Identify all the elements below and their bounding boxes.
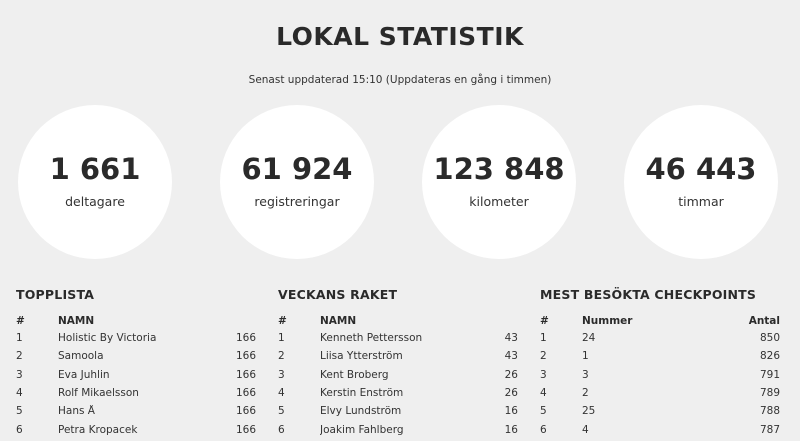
toplist-title: TOPPLISTA xyxy=(16,287,95,302)
row-name: 4 xyxy=(582,423,589,436)
row-name: Rolf Mikaelsson xyxy=(58,387,139,400)
row-name: Elvy Lundström xyxy=(320,405,402,418)
table-row xyxy=(278,329,518,347)
row-value: 788 xyxy=(759,405,780,418)
row-name: Samoola xyxy=(58,350,104,363)
header-rank: # xyxy=(540,315,549,327)
row-value: 789 xyxy=(759,387,780,400)
header-count: Antal xyxy=(748,315,780,327)
page-title: LOKAL STATISTIK xyxy=(276,22,524,51)
table-row xyxy=(540,384,780,402)
stat-value: 1 661 xyxy=(49,152,141,186)
weekly-rocket-table xyxy=(278,287,518,439)
table-row xyxy=(16,366,256,384)
last-updated-text: Senast uppdaterad 15:10 (Uppdateras en gång i timmen) xyxy=(248,74,552,86)
row-rank: 6 xyxy=(16,423,23,436)
row-value: 166 xyxy=(235,405,256,418)
row-rank: 2 xyxy=(278,350,285,363)
table-row xyxy=(540,366,780,384)
stat-kilometers xyxy=(422,105,576,259)
row-rank: 3 xyxy=(16,368,23,381)
table-row xyxy=(540,420,780,438)
row-name: Holistic By Victoria xyxy=(58,332,157,345)
row-value: 43 xyxy=(504,332,518,345)
row-value: 16 xyxy=(504,405,518,418)
row-name: Eva Juhlin xyxy=(58,368,110,381)
row-name: 2 xyxy=(582,387,589,400)
row-rank: 4 xyxy=(16,387,23,400)
row-name: Petra Kropacek xyxy=(58,423,138,436)
row-rank: 1 xyxy=(278,332,285,345)
table-row xyxy=(278,420,518,438)
header-rank: # xyxy=(16,315,25,327)
table-header xyxy=(278,313,518,329)
row-rank: 6 xyxy=(540,423,547,436)
row-name: Liisa Ytterström xyxy=(320,350,403,363)
row-value: 26 xyxy=(504,387,518,400)
table-rows xyxy=(278,329,518,439)
table-row xyxy=(16,329,256,347)
stat-value: 46 443 xyxy=(645,152,757,186)
table-row xyxy=(16,347,256,365)
row-rank: 2 xyxy=(16,350,23,363)
row-name: Joakim Fahlberg xyxy=(320,423,404,436)
row-rank: 1 xyxy=(540,332,547,345)
row-name: Kent Broberg xyxy=(320,368,389,381)
row-rank: 5 xyxy=(16,405,23,418)
header-number: Nummer xyxy=(582,315,633,327)
table-row xyxy=(16,420,256,438)
table-row xyxy=(540,347,780,365)
row-name: Kenneth Pettersson xyxy=(320,332,423,345)
header-name: NAMN xyxy=(58,315,95,327)
stat-hours xyxy=(624,105,778,259)
table-row xyxy=(16,384,256,402)
toplist-table xyxy=(16,287,256,439)
row-value: 43 xyxy=(504,350,518,363)
header-rank: # xyxy=(278,315,287,327)
checkpoints-title: MEST BESÖKTA CHECKPOINTS xyxy=(540,287,757,302)
row-name: 25 xyxy=(582,405,596,418)
stat-label: timmar xyxy=(678,194,724,209)
stat-value: 123 848 xyxy=(433,152,565,186)
weekly-rocket-title: VECKANS RAKET xyxy=(278,287,398,302)
row-value: 826 xyxy=(759,350,780,363)
row-name: 1 xyxy=(582,350,589,363)
table-rows xyxy=(16,329,256,439)
row-rank: 5 xyxy=(278,405,285,418)
table-row xyxy=(540,402,780,420)
header-name: NAMN xyxy=(320,315,357,327)
table-row xyxy=(540,329,780,347)
stat-value: 61 924 xyxy=(241,152,353,186)
row-value: 166 xyxy=(235,423,256,436)
row-rank: 4 xyxy=(540,387,547,400)
row-value: 16 xyxy=(504,423,518,436)
stat-registrations xyxy=(220,105,374,259)
row-rank: 3 xyxy=(540,368,547,381)
row-value: 166 xyxy=(235,368,256,381)
row-value: 787 xyxy=(759,423,780,436)
row-name: Kerstin Enström xyxy=(320,387,404,400)
row-name: Hans Å xyxy=(58,405,95,418)
row-rank: 6 xyxy=(278,423,285,436)
stat-participants xyxy=(18,105,172,259)
table-row xyxy=(16,402,256,420)
row-rank: 3 xyxy=(278,368,285,381)
stat-label: deltagare xyxy=(65,194,125,209)
row-value: 791 xyxy=(759,368,780,381)
stat-label: kilometer xyxy=(469,194,529,209)
row-name: 3 xyxy=(582,368,589,381)
table-row xyxy=(278,347,518,365)
row-rank: 5 xyxy=(540,405,547,418)
row-rank: 2 xyxy=(540,350,547,363)
table-header xyxy=(16,313,256,329)
row-value: 166 xyxy=(235,350,256,363)
row-value: 850 xyxy=(759,332,780,345)
row-rank: 4 xyxy=(278,387,285,400)
table-row xyxy=(278,384,518,402)
table-header xyxy=(540,313,780,329)
checkpoints-table xyxy=(540,287,780,439)
row-value: 166 xyxy=(235,332,256,345)
table-rows xyxy=(540,329,780,439)
row-value: 166 xyxy=(235,387,256,400)
row-name: 24 xyxy=(582,332,596,345)
row-rank: 1 xyxy=(16,332,23,345)
stat-label: registreringar xyxy=(254,194,340,209)
table-row xyxy=(278,366,518,384)
row-value: 26 xyxy=(504,368,518,381)
table-row xyxy=(278,402,518,420)
